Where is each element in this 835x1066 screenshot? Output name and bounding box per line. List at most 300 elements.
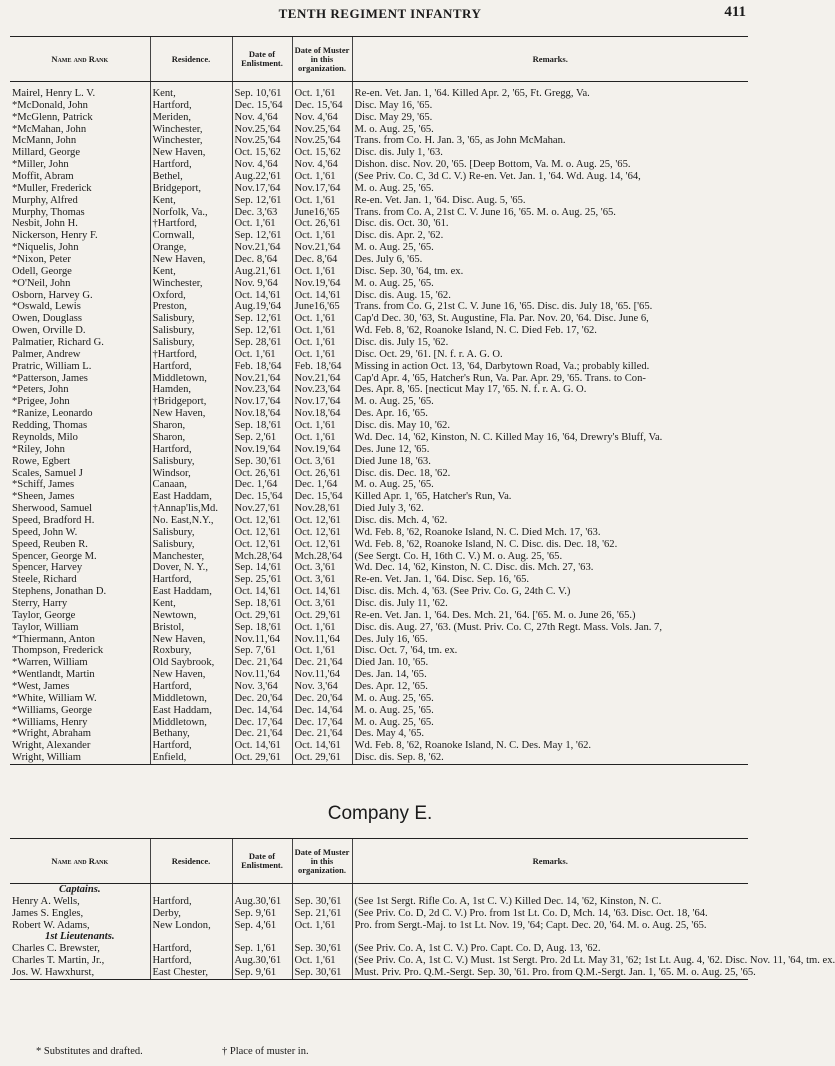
remarks-cell: Trans. from Co. A, 21st C. V. June 16, '65. M. o. Aug. 25, '65. (352, 207, 748, 219)
remarks-cell: Re-en. Vet. Jan. 1, '64. Des. Mch. 21, '64. ['65. M. o. June 26, '65.) (352, 610, 748, 622)
table-row (10, 384, 748, 396)
table-row (10, 290, 748, 302)
table-row (10, 408, 748, 420)
residence-cell: Salisbury, (150, 527, 232, 539)
residence-cell: Bridgeport, (150, 183, 232, 195)
col-header-remarks: Remarks. (352, 839, 748, 884)
name-cell: *McMahan, John (12, 123, 87, 135)
enlistment-cell: Nov.23,'64 (232, 384, 292, 396)
enlistment-cell: Aug.19,'64 (232, 301, 292, 313)
name-cell: *Sheen, James (12, 491, 75, 503)
residence-cell: Roxbury, (150, 645, 232, 657)
muster-cell: Nov.19,'64 (292, 444, 352, 456)
name-cell: Thompson, Frederick (12, 645, 104, 657)
name-cell: Robert W. Adams, (12, 919, 90, 931)
residence-cell: Hartford, (150, 361, 232, 373)
table-row (10, 645, 748, 657)
table-row (10, 503, 748, 515)
table-row (10, 955, 748, 967)
remarks-cell: (See Priv. Co. D, 2d C. V.) Pro. from 1st Lt. Co. D, Mch. 14, '63. Disc. Oct. 18, '64. (352, 908, 748, 920)
residence-cell: Manchester, (150, 551, 232, 563)
muster-cell: Dec. 15,'64 (292, 100, 352, 112)
remarks-cell: Des. Apr. 16, '65. (352, 408, 748, 420)
residence-cell: Winchester, (150, 135, 232, 147)
remarks-cell: M. o. Aug. 25, '65. (352, 693, 748, 705)
table-row (10, 562, 748, 574)
residence-cell: East Haddam, (150, 491, 232, 503)
residence-cell: New Haven, (150, 669, 232, 681)
enlistment-cell: Mch.28,'64 (232, 551, 292, 563)
enlistment-cell: Sep. 12,'61 (232, 313, 292, 325)
remarks-cell: Killed Apr. 1, '65, Hatcher's Run, Va. (352, 491, 748, 503)
muster-cell: Oct. 12,'61 (292, 539, 352, 551)
enlistment-cell: Nov.27,'61 (232, 503, 292, 515)
remarks-cell: Disc. dis. July 1, '63. (352, 147, 748, 159)
company-title: Company E. (327, 803, 433, 824)
enlistment-cell: Oct. 29,'61 (232, 752, 292, 764)
name-cell: *West, James (12, 680, 70, 692)
muster-cell: Nov.11,'64 (292, 634, 352, 646)
muster-cell: Nov. 3,'64 (292, 681, 352, 693)
muster-cell: Sep. 30,'61 (292, 967, 352, 979)
table-row (10, 112, 748, 124)
name-cell: *White, William W. (12, 692, 97, 704)
muster-cell: Nov.25,'64 (292, 135, 352, 147)
enlistment-cell: Oct. 12,'61 (232, 515, 292, 527)
muster-cell: Dec. 15,'64 (292, 491, 352, 503)
remarks-cell: Des. May 4, '65. (352, 728, 748, 740)
enlistment-cell: Nov.17,'64 (232, 183, 292, 195)
muster-cell: Oct. 1,'61 (292, 645, 352, 657)
remarks-cell: Disc. dis. Apr. 2, '62. (352, 230, 748, 242)
name-cell: *Williams, George (12, 704, 92, 716)
remarks-cell: Des. June 12, '65. (352, 444, 748, 456)
remarks-cell: Des. July 16, '65. (352, 634, 748, 646)
enlistment-cell: Nov.25,'64 (232, 124, 292, 136)
residence-cell: Hartford, (150, 740, 232, 752)
muster-cell: Oct. 12,'61 (292, 515, 352, 527)
name-cell: Sherwood, Samuel (12, 503, 93, 515)
residence-cell: Winchester, (150, 278, 232, 290)
enlistment-cell: Nov.21,'64 (232, 373, 292, 385)
table-row (10, 908, 748, 920)
name-cell: *Schiff, James (12, 479, 75, 491)
col-header-name: Name and Rank (10, 839, 150, 884)
enlistment-cell: Nov. 4,'64 (232, 112, 292, 124)
enlistment-cell: Sep. 10,'61 (232, 88, 292, 100)
muster-cell: Oct. 15,'62 (292, 147, 352, 159)
residence-cell: Norfolk, Va., (150, 207, 232, 219)
table-row (10, 586, 748, 598)
residence-cell: Orange, (150, 242, 232, 254)
remarks-cell: Disc. dis. Aug. 27, '63. (Must. Priv. Co. C, 27th Regt. Mass. Vols. Jan. 7, (352, 622, 748, 634)
rank-category-row (10, 884, 748, 896)
enlistment-cell: Dec. 15,'64 (232, 100, 292, 112)
remarks-cell: Died Jan. 10, '65. (352, 657, 748, 669)
table-row (10, 468, 748, 480)
remarks-cell: Disc. dis. Sep. 8, '62. (352, 752, 748, 764)
remarks-cell: Disc. dis. Mch. 4, '62. (352, 515, 748, 527)
enlistment-cell: Oct. 29,'61 (232, 610, 292, 622)
name-cell: *Ranize, Leonardo (12, 408, 93, 420)
table-row (10, 539, 748, 551)
muster-cell: Oct. 1,'61 (292, 349, 352, 361)
enlistment-cell: Dec. 21,'64 (232, 657, 292, 669)
enlistment-cell: Oct. 12,'61 (232, 527, 292, 539)
muster-cell: Nov. 4,'64 (292, 112, 352, 124)
name-cell: Odell, George (12, 265, 72, 277)
name-cell: Nickerson, Henry F. (12, 230, 98, 242)
spacer-cell (150, 931, 232, 943)
table-row (10, 491, 748, 503)
name-cell: Reynolds, Milo (12, 431, 78, 443)
remarks-cell: Disc. Sep. 30, '64, tm. ex. (352, 266, 748, 278)
residence-cell: Middletown, (150, 717, 232, 729)
enlistment-cell: Nov. 4,'64 (232, 159, 292, 171)
enlistment-cell: Oct. 12,'61 (232, 539, 292, 551)
table-row (10, 574, 748, 586)
table-row (10, 396, 748, 408)
enlistment-cell: Dec. 17,'64 (232, 717, 292, 729)
muster-cell: Nov.21,'64 (292, 242, 352, 254)
enlistment-cell: Sep. 28,'61 (232, 337, 292, 349)
enlistment-cell: Sep. 9,'61 (232, 908, 292, 920)
enlistment-cell: Nov.18,'64 (232, 408, 292, 420)
muster-cell: Dec. 8,'64 (292, 254, 352, 266)
remarks-cell: Des. Apr. 12, '65. (352, 681, 748, 693)
muster-cell: Oct. 29,'61 (292, 752, 352, 764)
table-row (10, 551, 748, 563)
remarks-cell: Wd. Feb. 8, '62, Roanoke Island, N. C. Disc. dis. Dec. 18, '62. (352, 539, 748, 551)
muster-cell: Oct. 1,'61 (292, 88, 352, 100)
enlistment-cell: Dec. 1,'64 (232, 479, 292, 491)
name-cell: *Warren, William (12, 657, 88, 669)
name-cell: *Patterson, James (12, 372, 88, 384)
name-cell: Owen, Douglass (12, 313, 83, 325)
running-header: TENTH REGIMENT INFANTRY (278, 6, 482, 21)
remarks-cell: Cap'd Dec. 30, '63, St. Augustine, Fla. Par. Nov. 20, '64. Disc. June 6, (352, 313, 748, 325)
remarks-cell: Wd. Feb. 8, '62, Roanoke Island, N. C. Des. May 1, '62. (352, 740, 748, 752)
table-row (10, 634, 748, 646)
company-e-table (10, 838, 835, 980)
muster-cell: Nov. 4,'64 (292, 159, 352, 171)
residence-cell: Winchester, (150, 124, 232, 136)
page-number: 411 (724, 4, 746, 20)
name-cell: *Riley, John (12, 443, 65, 455)
name-cell: Nesbit, John H. (12, 218, 78, 230)
muster-cell: Nov.21,'64 (292, 373, 352, 385)
name-cell: Spencer, Harvey (12, 562, 83, 574)
residence-cell: East Haddam, (150, 586, 232, 598)
table-row (10, 740, 748, 752)
remarks-cell: Disc. Oct. 29, '61. [N. f. r. A. G. O. (352, 349, 748, 361)
residence-cell: Salisbury, (150, 325, 232, 337)
name-cell: Owen, Orville D. (12, 325, 86, 337)
remarks-cell: (See Priv. Co. A, 1st C. V.) Pro. Capt. Co. D, Aug. 13, '62. (352, 943, 748, 955)
enlistment-cell: Nov. 3,'64 (232, 681, 292, 693)
muster-cell: Oct. 12,'61 (292, 527, 352, 539)
residence-cell: Middletown, (150, 693, 232, 705)
muster-cell: Oct. 14,'61 (292, 740, 352, 752)
residence-cell: Bristol, (150, 622, 232, 634)
residence-cell: Hamden, (150, 384, 232, 396)
residence-cell: Oxford, (150, 290, 232, 302)
remarks-cell: (See Priv. Co. A, 1st C. V.) Must. 1st Sergt. Pro. 2d Lt. May 31, '62; 1st Lt. Aug. 4, '62. Disc. Nov. 11, '64, tm. ex. (352, 955, 748, 967)
muster-cell: June16,'65 (292, 301, 352, 313)
table-row (10, 207, 748, 219)
residence-cell: Salisbury, (150, 539, 232, 551)
residence-cell: Middletown, (150, 373, 232, 385)
name-cell: Pratric, William L. (12, 360, 92, 372)
remarks-cell: M. o. Aug. 25, '65. (352, 242, 748, 254)
enlistment-cell: Sep. 18,'61 (232, 622, 292, 634)
footnote-substitutes: * Substitutes and drafted. (36, 1046, 143, 1057)
muster-cell: Dec. 17,'64 (292, 717, 352, 729)
name-cell: Mairel, Henry L. V. (12, 88, 96, 99)
remarks-cell: Wd. Dec. 14, '62, Kinston, N. C. Disc. dis. Mch. 27, '63. (352, 562, 748, 574)
table-row (10, 456, 748, 468)
muster-cell: Oct. 1,'61 (292, 266, 352, 278)
spacer-cell (292, 931, 352, 943)
muster-cell: Oct. 3,'61 (292, 598, 352, 610)
enlistment-cell: Sep. 30,'61 (232, 456, 292, 468)
table-row (10, 717, 748, 729)
enlistment-cell: Dec. 3,'63 (232, 207, 292, 219)
footnote-muster-place: † Place of muster in. (222, 1046, 309, 1057)
remarks-cell: M. o. Aug. 25, '65. (352, 278, 748, 290)
muster-cell: Dec. 1,'64 (292, 479, 352, 491)
remarks-cell: M. o. Aug. 25, '65. (352, 717, 748, 729)
enlistment-cell: Nov.19,'64 (232, 444, 292, 456)
name-cell: Speed, John W. (12, 526, 78, 538)
muster-cell: Nov.28,'61 (292, 503, 352, 515)
table-row (10, 657, 748, 669)
table-row (10, 622, 748, 634)
table-row (10, 432, 748, 444)
muster-cell: Oct. 1,'61 (292, 230, 352, 242)
table-row (10, 610, 748, 622)
remarks-cell: Disc. dis. July 15, '62. (352, 337, 748, 349)
remarks-cell: Disc. dis. Aug. 15, '62. (352, 290, 748, 302)
residence-cell: Salisbury, (150, 456, 232, 468)
muster-cell: Dec. 20,'64 (292, 693, 352, 705)
enlistment-cell: Sep. 14,'61 (232, 562, 292, 574)
col-header-residence: Residence. (150, 37, 232, 82)
enlistment-cell: Sep. 9,'61 (232, 967, 292, 979)
table-row (10, 515, 748, 527)
enlistment-cell: Aug.22,'61 (232, 171, 292, 183)
name-cell: Redding, Thomas (12, 420, 88, 432)
name-cell: Wright, William (10, 752, 150, 764)
enlistment-cell: Dec. 21,'64 (232, 728, 292, 740)
name-cell: Speed, Bradford H. (12, 514, 95, 526)
name-cell: Palmatier, Richard G. (12, 337, 104, 349)
name-cell: Henry A. Wells, (12, 895, 80, 907)
muster-cell: Nov.11,'64 (292, 669, 352, 681)
muster-cell: Sep. 30,'61 (292, 943, 352, 955)
name-cell: Scales, Samuel J (12, 467, 83, 479)
enlistment-cell: Nov.11,'64 (232, 669, 292, 681)
name-cell: *Wentlandt, Martin (12, 669, 95, 681)
table-row (10, 361, 748, 373)
remarks-cell: Des. July 6, '65. (352, 254, 748, 266)
muster-cell: Dec. 21,'64 (292, 657, 352, 669)
muster-cell: Nov.18,'64 (292, 408, 352, 420)
enlistment-cell: Sep. 4,'61 (232, 920, 292, 932)
remarks-cell: Disc. dis. Mch. 4, '63. (See Priv. Co. G, 24th C. V.) (352, 586, 748, 598)
table-row (10, 967, 748, 979)
remarks-cell: M. o. Aug. 25, '65. (352, 183, 748, 195)
table-row (10, 349, 748, 361)
table-row (10, 420, 748, 432)
remarks-cell: Died June 18, '63. (352, 456, 748, 468)
muster-cell: Nov.17,'64 (292, 183, 352, 195)
residence-cell: Hartford, (150, 574, 232, 586)
muster-cell: Dec. 14,'64 (292, 705, 352, 717)
enlistment-cell: Nov. 9,'64 (232, 278, 292, 290)
spacer-cell (292, 884, 352, 896)
col-header-muster: Date of Muster in this organization. (292, 37, 352, 82)
muster-cell: Oct. 3,'61 (292, 562, 352, 574)
residence-cell: Preston, (150, 301, 232, 313)
residence-cell: New London, (150, 920, 232, 932)
table-row (10, 135, 748, 147)
muster-cell: Oct. 1,'61 (292, 920, 352, 932)
residence-cell: Hartford, (150, 159, 232, 171)
table-row (10, 669, 748, 681)
table-row (10, 100, 748, 112)
table-row (10, 171, 748, 183)
table-row (10, 313, 748, 325)
name-cell: *Miller, John (12, 159, 69, 171)
enlistment-cell: Nov.25,'64 (232, 135, 292, 147)
col-header-muster: Date of Muster in this organization. (292, 839, 352, 884)
table-row (10, 705, 748, 717)
rank-category-row (10, 931, 748, 943)
name-cell: Charles C. Brewster, (12, 943, 100, 955)
table-row (10, 218, 748, 230)
enlistment-cell: Sep. 12,'61 (232, 325, 292, 337)
name-cell: Osborn, Harvey G. (12, 289, 93, 301)
table-row (10, 337, 748, 349)
col-header-enlistment: Date of Enlistment. (232, 37, 292, 82)
enlistment-cell: Aug.21,'61 (232, 266, 292, 278)
muster-cell: Sep. 21,'61 (292, 908, 352, 920)
name-cell: Jos. W. Hawxhurst, (10, 967, 150, 979)
name-cell: Murphy, Alfred (12, 194, 78, 206)
name-cell: *Thiermann, Anton (12, 633, 95, 645)
remarks-cell: Dishon. disc. Nov. 20, '65. [Deep Bottom, Va. M. o. Aug. 25, '65. (352, 159, 748, 171)
remarks-cell: Disc. dis. Dec. 18, '62. (352, 468, 748, 480)
residence-cell: Hartford, (150, 896, 232, 908)
name-cell: Moffit, Abram (12, 171, 74, 183)
muster-cell: Oct. 29,'61 (292, 610, 352, 622)
col-header-name: Name and Rank (10, 37, 150, 82)
table-row (10, 896, 748, 908)
table-row (10, 693, 748, 705)
table-row (10, 278, 748, 290)
remarks-cell: (See Sergt. Co. H, 16th C. V.) M. o. Aug. 25, '65. (352, 551, 748, 563)
name-cell: Stephens, Jonathan D. (12, 586, 107, 598)
enlistment-cell: Nov.21,'64 (232, 242, 292, 254)
enlistment-cell: Oct. 1,'61 (232, 218, 292, 230)
spacer-cell (232, 931, 292, 943)
table-row (10, 920, 748, 932)
enlistment-cell: Sep. 18,'61 (232, 598, 292, 610)
muster-cell: Oct. 1,'61 (292, 955, 352, 967)
table-row (10, 242, 748, 254)
name-cell: Palmer, Andrew (12, 348, 81, 360)
muster-cell: Nov.23,'64 (292, 384, 352, 396)
residence-cell: Cornwall, (150, 230, 232, 242)
enlistment-cell: Dec. 15,'64 (232, 491, 292, 503)
name-cell: *Williams, Henry (12, 716, 88, 728)
remarks-cell: M. o. Aug. 25, '65. (352, 705, 748, 717)
residence-cell: New Haven, (150, 254, 232, 266)
remarks-cell: Re-en. Vet. Jan. 1, '64. Disc. Aug. 5, '65. (352, 195, 748, 207)
residence-cell: Salisbury, (150, 313, 232, 325)
muster-cell: Nov.19,'64 (292, 278, 352, 290)
name-cell: Steele, Richard (12, 574, 77, 586)
remarks-cell: Pro. from Sergt.-Maj. to 1st Lt. Nov. 19, '64; Capt. Dec. 20, '64. M. o. Aug. 25, '65. (352, 920, 748, 932)
remarks-cell: Disc. dis. May 10, '62. (352, 420, 748, 432)
residence-cell: Kent, (150, 88, 232, 100)
enlistment-cell: Dec. 14,'64 (232, 705, 292, 717)
spacer-cell (352, 931, 748, 943)
residence-cell: Canaan, (150, 479, 232, 491)
residence-cell: †Hartford, (150, 218, 232, 230)
residence-cell: Hartford, (150, 955, 232, 967)
remarks-cell: M. o. Aug. 25, '65. (352, 124, 748, 136)
residence-cell: New Haven, (150, 408, 232, 420)
name-cell: Murphy, Thomas (12, 206, 85, 218)
remarks-cell: (See Priv. Co. C, 3d C. V.) Re-en. Vet. Jan. 1, '64. Wd. Aug. 14, '64, (352, 171, 748, 183)
residence-cell: Hartford, (150, 681, 232, 693)
muster-cell: Nov.25,'64 (292, 124, 352, 136)
rank-category-label: 1st Lieutenants. (45, 931, 115, 943)
name-cell: James S. Engles, (12, 907, 84, 919)
enlistment-cell: Oct. 14,'61 (232, 290, 292, 302)
remarks-cell: Wd. Feb. 8, '62, Roanoke Island, N. C. Died Feb. 17, '62. (352, 325, 748, 337)
enlistment-cell: Aug.30,'61 (232, 955, 292, 967)
name-cell: Sterry, Harry (12, 597, 68, 609)
name-cell: *Peters, John (12, 384, 69, 396)
residence-cell: East Chester, (150, 967, 232, 979)
enlistment-cell: Sep. 7,'61 (232, 645, 292, 657)
enlistment-cell: Oct. 14,'61 (232, 586, 292, 598)
remarks-cell: Missing in action Oct. 13, '64, Darbytown Road, Va.; probably killed. (352, 361, 748, 373)
spacer-cell (352, 884, 748, 896)
residence-cell: Hartford, (150, 100, 232, 112)
name-cell: *Nixon, Peter (12, 254, 71, 266)
table-row (10, 254, 748, 266)
residence-cell: Windsor, (150, 468, 232, 480)
muster-cell: June16,'65 (292, 207, 352, 219)
name-cell: Wright, Alexander (12, 740, 91, 752)
remarks-cell: Disc. Oct. 7, '64, tm. ex. (352, 645, 748, 657)
rank-category-label: Captains. (58, 884, 101, 895)
muster-cell: Oct. 1,'61 (292, 420, 352, 432)
residence-cell: Bethany, (150, 728, 232, 740)
enlistment-cell: Oct. 15,'62 (232, 147, 292, 159)
muster-cell: Oct. 1,'61 (292, 622, 352, 634)
muster-cell: Oct. 1,'61 (292, 325, 352, 337)
residence-cell: †Annap'lis,Md. (150, 503, 232, 515)
enlistment-cell: Sep. 25,'61 (232, 574, 292, 586)
table-row (10, 728, 748, 740)
remarks-cell: Disc. May 29, '65. (352, 112, 748, 124)
enlistment-cell: Oct. 14,'61 (232, 740, 292, 752)
